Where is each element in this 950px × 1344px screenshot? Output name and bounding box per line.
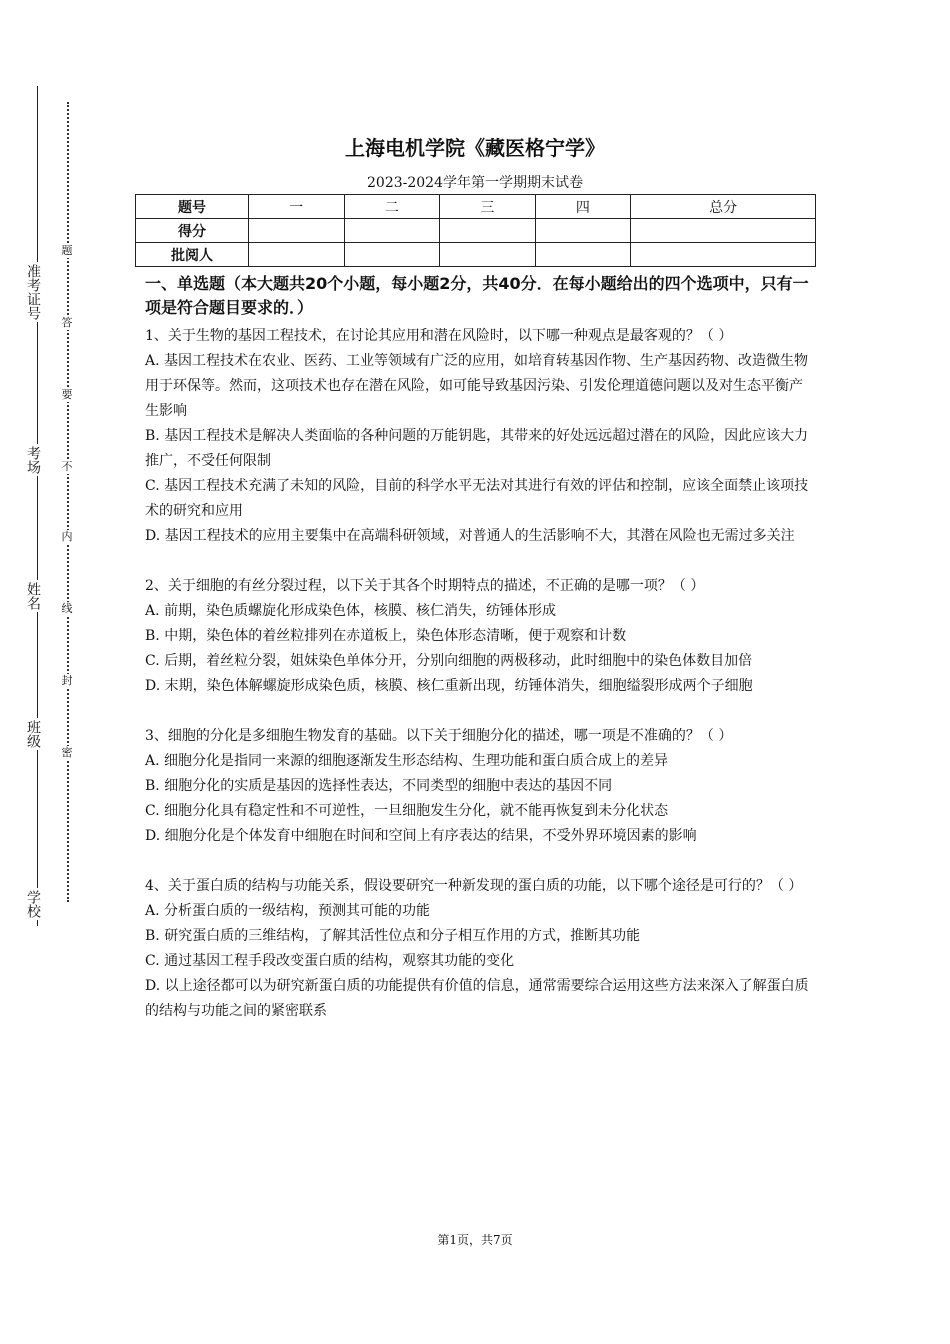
score-header-cell: 三	[440, 195, 536, 219]
option-a: A. 基因工程技术在农业、医药、工业等领域有广泛的应用，如培育转基因作物、生产基因药物、改造微生物用于环保等。然而，这项技术也存在潜在风险，如可能导致基因污染、引发伦理道德问题以及对生态平衡产生影响	[145, 353, 809, 419]
question-stem: 3、细胞的分化是多细胞生物发育的基础。以下关于细胞分化的描述，哪一项是不准确的？（ ）	[145, 728, 733, 744]
option-a: A. 分析蛋白质的一级结构，预测其可能的功能	[145, 903, 431, 919]
question-1	[145, 324, 815, 549]
option-b: B. 研究蛋白质的三维结构，了解其活性位点和分子相互作用的方式，推断其功能	[145, 928, 641, 944]
seal-word: 密	[58, 746, 76, 760]
question-3	[145, 724, 815, 849]
option-c: C. 通过基因工程手段改变蛋白质的结构，观察其功能的变化	[145, 953, 515, 969]
grader-cell	[440, 243, 536, 267]
seal-word: 题	[58, 244, 76, 258]
score-header-cell: 四	[535, 195, 631, 219]
seal-word: 答	[58, 316, 76, 330]
question-2	[145, 574, 815, 699]
score-table-header-row	[136, 195, 816, 219]
question-stem: 1、关于生物的基因工程技术，在讨论其应用和潜在风险时，以下哪一种观点是最客观的？（ ）	[145, 328, 733, 344]
name-label: 姓名	[18, 580, 48, 612]
grader-cell	[249, 243, 345, 267]
question-stem: 4、关于蛋白质的结构与功能关系，假设要研究一种新发现的蛋白质的功能，以下哪个途径是可行的？（ ）	[145, 878, 803, 894]
option-b: B. 中期，染色体的着丝粒排列在赤道板上，染色体形态清晰，便于观察和计数	[145, 628, 627, 644]
score-cell	[631, 219, 816, 243]
option-a: A. 前期，染色质螺旋化形成染色体，核膜、核仁消失，纺锤体形成	[145, 603, 557, 619]
seal-word: 封	[58, 674, 76, 688]
binding-line	[37, 86, 38, 926]
grader-cell	[535, 243, 631, 267]
exam-room-label: 考场	[18, 444, 48, 476]
option-d: D. 末期，染色体解螺旋形成染色质，核膜、核仁重新出现，纺锤体消失，细胞缢裂形成两个子细胞	[145, 678, 753, 694]
option-b: B. 基因工程技术是解决人类面临的各种问题的万能钥匙，其带来的好处远远超过潜在的风险，因此应该大力推广，不受任何限制	[145, 428, 809, 469]
option-c: C. 基因工程技术充满了未知的风险，目前的科学水平无法对其进行有效的评估和控制，应该全面禁止该项技术的研究和应用	[145, 478, 809, 519]
seal-word: 不	[58, 460, 76, 474]
school-label: 学校	[18, 888, 48, 920]
option-a: A. 细胞分化是指同一来源的细胞逐渐发生形态结构、生理功能和蛋白质合成上的差异	[145, 753, 669, 769]
score-header-cell: 题号	[136, 195, 249, 219]
seal-word: 要	[58, 388, 76, 402]
grader-cell	[344, 243, 440, 267]
question-stem: 2、关于细胞的有丝分裂过程，以下关于其各个时期特点的描述，不正确的是哪一项？（ ）	[145, 578, 705, 594]
score-header-cell: 总分	[631, 195, 816, 219]
exam-title: 上海电机学院《藏医格宁学》	[345, 136, 605, 160]
option-c: C. 细胞分化具有稳定性和不可逆性，一旦细胞发生分化，就不能再恢复到未分化状态	[145, 803, 669, 819]
option-d: D. 以上途径都可以为研究新蛋白质的功能提供有价值的信息，通常需要综合运用这些方法来深入了解蛋白质的结构与功能之间的紧密联系	[145, 978, 809, 1019]
grader-row-label: 批阅人	[136, 243, 249, 267]
seal-word: 线	[58, 602, 76, 616]
section-title: 一、单选题（本大题共20个小题，每小题2分，共40分．在每小题给出的四个选项中，只有一项是符合题目要求的．）	[145, 274, 809, 317]
exam-content	[145, 272, 815, 1024]
score-cell	[249, 219, 345, 243]
score-header-cell: 一	[249, 195, 345, 219]
grader-cell	[631, 243, 816, 267]
class-label: 班级	[18, 718, 48, 750]
score-header-cell: 二	[344, 195, 440, 219]
seal-dotted-line	[67, 102, 69, 902]
option-c: C. 后期，着丝粒分裂，姐妹染色单体分开，分别向细胞的两极移动，此时细胞中的染色体数目加倍	[145, 653, 753, 669]
score-cell	[344, 219, 440, 243]
question-4	[145, 874, 815, 1024]
page-number: 第1页，共7页	[437, 1233, 513, 1247]
option-d: D. 基因工程技术的应用主要集中在高端科研领域，对普通人的生活影响不大，其潜在风险也无需过多关注	[145, 528, 795, 544]
seal-word: 内	[58, 530, 76, 544]
option-b: B. 细胞分化的实质是基因的选择性表达，不同类型的细胞中表达的基因不同	[145, 778, 613, 794]
exam-subtitle: 2023-2024学年第一学期期末试卷	[367, 175, 583, 191]
option-d: D. 细胞分化是个体发育中细胞在时间和空间上有序表达的结果，不受外界环境因素的影响	[145, 828, 697, 844]
score-table	[135, 194, 816, 267]
score-row-label: 得分	[136, 219, 249, 243]
grader-row	[136, 243, 816, 267]
score-cell	[535, 219, 631, 243]
ticket-number-label: 准考证号	[18, 262, 48, 322]
score-row	[136, 219, 816, 243]
score-cell	[440, 219, 536, 243]
